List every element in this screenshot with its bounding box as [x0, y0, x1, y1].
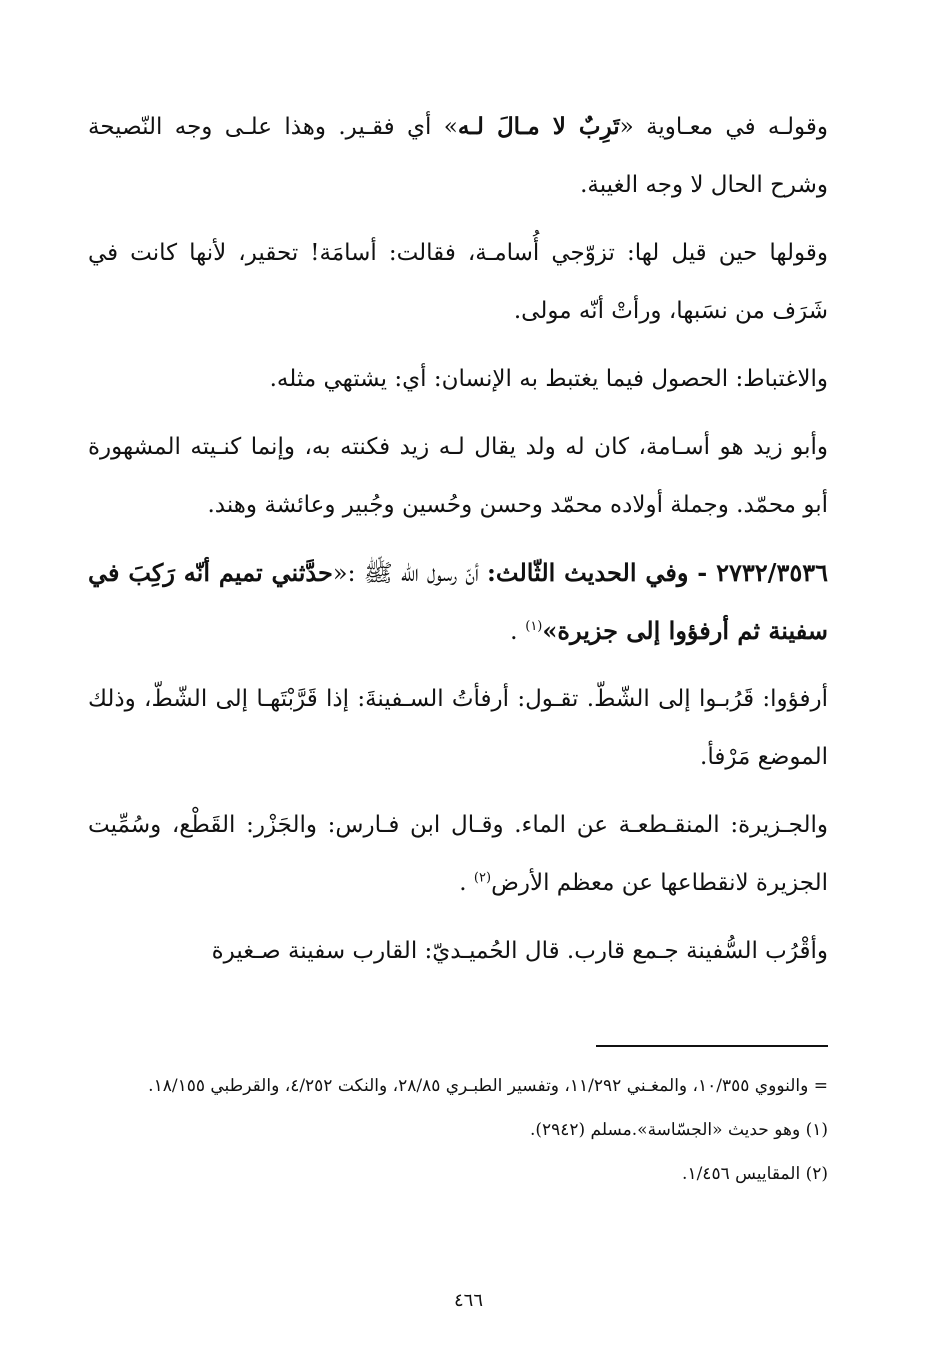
footnote-1: (١) وهو حديث «الجسّاسة».مسلم (٢٩٤٢).	[529, 1120, 828, 1140]
hadith-quote: حدَّثني تميم أنّه رَكِبَ في سفينة ثم أرفؤوا إلى جزيرة	[88, 558, 828, 645]
paragraph-abu-zayd: وأبو زيد هو أسـامة، كان له ولد يقال لـه زيد فكنته به، وإنما كنـيته المشهورة أبو محمّد. وجملة أولاده محمّد وحسن وحُسين وجُبير وعائشة وهند.	[88, 434, 828, 518]
hadith-end: .	[509, 617, 526, 645]
paragraph-usama: وقولها حين قيل لها: تزوّجي أُسامـة، فقالت: أسامَة! تحقير، لأنها كانت في شَرَف من نسَبها، ورأتْ أنّه مولى.	[88, 240, 828, 324]
quoted-phrase: تَرِبٌ لا مـالَ لـه	[457, 113, 620, 140]
paragraph-end: .	[459, 870, 474, 896]
hadith-number: ٢٧٣٢/٣٥٣٦	[716, 558, 828, 587]
paragraph-muawiya	[88, 98, 828, 214]
paragraph-text: وقولـه في معـاوية «	[619, 114, 828, 140]
hadith-intro: - وفي الحديث الثّالث:	[487, 558, 717, 587]
paragraph-text: والجـزيرة: المنقـطعـة عن الماء. وقـال ابن فـارس: والجَزْر: القَطْع، وسُمِّيت الجزيرة لانقطاعها عن معظم الأرض	[88, 812, 828, 896]
main-text	[88, 98, 828, 990]
paragraph-text: » أي فقـير. وهذا علـى وجه النّصيحة وشرح الحال لا وجه الغيبة.	[88, 114, 828, 198]
footnote-continuation: = والنووي ١٠/٣٥٥، والمغـني ١١/٢٩٢، وتفسير الطبـري ٢٨/٨٥، والنكت ٤/٢٥٢، والقرطبي ١٨/١٥٥.	[148, 1076, 828, 1096]
footnote-separator	[596, 1045, 828, 1047]
footnote-ref-1: (١)	[525, 619, 543, 634]
page-number: ٤٦٦	[453, 1290, 483, 1311]
footnotes	[98, 1068, 828, 1200]
footnote-2: (٢) المقاييس ١/٤٥٦.	[682, 1164, 828, 1184]
paragraph-arfaou: أرفؤوا: قَرُبـوا إلى الشّطّ. تقـول: أرفأتُ السـفينةَ: إذا قَرَّبْتَهـا إلى الشّطّ، وذلك الموضع مَرْفأ.	[88, 686, 828, 770]
footnote-ref-2: (٢)	[473, 870, 492, 886]
paragraph-jazira	[88, 796, 828, 912]
paragraph-aqrub: وأقْرُب السُّفينة جـمع قارب. قال الحُميـديّ: القارب سفينة صـغيرة	[211, 938, 828, 964]
hadith-heading	[88, 544, 828, 660]
hadith-quote-close: »	[542, 616, 558, 645]
paragraph-ightibat: والاغتباط: الحصول فيما يغتبط به الإنسان: أي: يشتهي مثله.	[269, 366, 828, 392]
hadith-middle: أنّ رسول الله ﷺ :«	[332, 559, 488, 587]
